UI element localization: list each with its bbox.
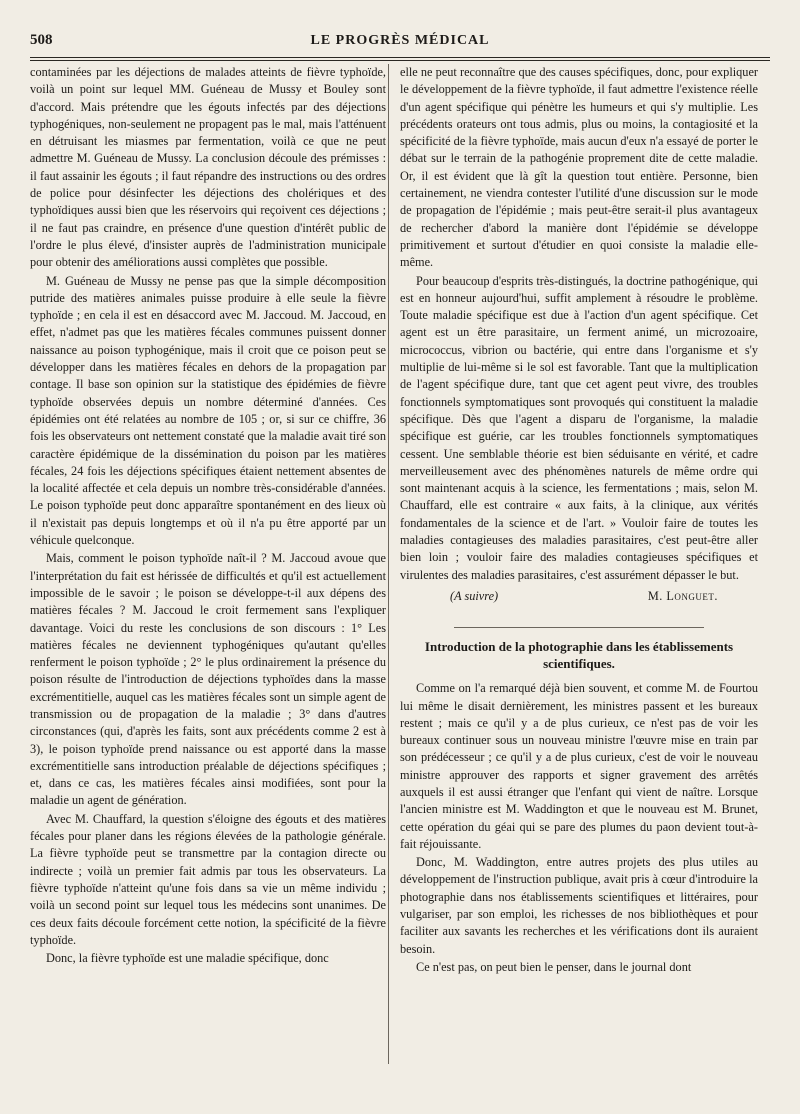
byline bbox=[400, 588, 758, 605]
left-column bbox=[30, 64, 386, 967]
paragraph: Ce n'est pas, on peut bien le penser, dans le journal dont bbox=[416, 959, 692, 974]
paragraph: Donc, M. Waddington, entre autres projets des plus utiles au développement de l'instruction publique, avait pris à cœur d'introduire la photographie dans nos établissements scientifiques et littéraires, pour vulgariser, par son emploi, les richesses de nos bibliothèques et pour faciliter aux savants les recherches et les vérifications dont ils auraient besoin. bbox=[400, 855, 758, 956]
paragraph: M. Guéneau de Mussy ne pense pas que la simple décomposition putride des matières animales puisse produire à elle seule la fièvre typhoïde ; en cela il est en désaccord avec M. Jaccoud. M. Jaccoud, en effet, n'admet pas que les matières fécales communes puissent donner naissance au poison typhogénique, mais il croit que ce poison peut se développer dans les matières fécales en dehors de la propagation par contage. Il base son opinion sur la statistique des épidémies de fièvre typhoïde observées depuis un nombre déterminé d'années. Ces épidémies ont été relatées au nombre de 105 ; or, si sur ce chiffre, 36 fois les observateurs ont nettement constaté que la maladie avait tiré son caractère épidémique de la dissémination du poison par les matières fécales, 24 fois les déjections spécifiques étaient nettement absentes de la localité affectée et cela depuis un nombre très-considérable d'années. Le poison typhoïde peut donc apparaître spontanément en des lieux où il n'existait pas depuis longtemps et où il n'a pu être apporté par un véhicule quelconque. bbox=[30, 273, 386, 548]
continued-note: (A suivre) bbox=[450, 588, 499, 603]
paragraph: elle ne peut reconnaître que des causes spécifiques, donc, pour expliquer le développement de la fièvre typhoïde, il faut admettre l'existence réelle d'un agent spécifique qui pénètre les humeurs et qui s'y multiplie. Les précédents orateurs ont tous admis, plus ou moins, la contagiosité et la spécificité de la fièvre typhoïde, mais aucun d'eux n'a essayé de porter le débat sur le terrain de la pathogénie proprement dite de cette maladie. Or, il est évident que là gît la question tout entière. Personne, bien certainement, ne viendra contester l'utilité d'une discussion sur le mode de propagation de l'épidémie ; mais peut-être serait-il plus avantageux de rechercher d'abord la manière dont l'épidémie se développe primitivement et surtout d'étudier en quoi consiste la maladie elle-même. bbox=[400, 65, 758, 270]
paragraph: Comme on l'a remarqué déjà bien souvent, et comme M. de Fourtou lui même le disait dernièrement, les ministres passent et les bureaux restent ; mais ce qu'il y a de plus curieux, ce n'est pas de voir les bureaux continuer sous un nouveau ministre l'œuvre mise en train par son prédécesseur ; ce qu'il y a de plus curieux, c'est de voir le nouveau ministre approuver des rapports et signer gravement des arrêtés auxquels il est aussi étranger que l'enfant qui vient de naître. Lorsque l'ancien ministre est M. Waddington et que le nouveau est M. Brunet, cette opération du géai qui se pare des plumes du paon devient tout-à-fait réjouissante. bbox=[400, 681, 758, 851]
paragraph: Donc, la fièvre typhoïde est une maladie spécifique, donc bbox=[46, 951, 329, 966]
paragraph: Avec M. Chauffard, la question s'éloigne des égouts et des matières fécales pour planer dans les régions élevées de la pathologie générale. La fièvre typhoïde peut se transmettre par la contagion directe ou indirecte ; voilà un premier fait admis par tous les observateurs. La fièvre typhoïde n'atteint qu'une fois dans sa vie un même individu ; voilà un second point sur lequel tous les médecins sont unanimes. De ces deux faits découle forcément cette notion, la spécificité de la fièvre typhoïde. bbox=[30, 811, 386, 947]
right-column bbox=[400, 64, 758, 976]
running-title: LE PROGRÈS MÉDICAL bbox=[310, 33, 490, 48]
paragraph: Pour beaucoup d'esprits très-distingués, la doctrine pathogénique, qui est en honneur aujourd'hui, suffit amplement à résoudre le problème. Toute maladie spécifique est due à l'action d'un agent spécifique. Cet agent est un être parasitaire, un ferment animé, un microzoaire, micrococcus, vibrion ou bactérie, qui entre dans l'organisme et s'y multiplie de lui-même si le sol est favorable. Tant que la multiplication de l'agent spécifique dure, tant que cet agent peut vivre, des troubles fonctionnels symptomatiques sont provoqués qui constituent la maladie spécifique. Dès que l'agent a disparu de l'organisme, la maladie spécifique est guérie, car les troubles fonctionnels symptomatiques cessent. Une semblable théorie est bien séduisante en vérité, et cadre merveilleusement avec des phénomènes naturels de même ordre qui sont maintenant acquis à la science, les fermentations ; mais, selon M. Chauffard, elle est contraire « aux faits, à la clinique, aux vérités fondamentales de la science et de l'art. » Vouloir faire de toutes les maladies contagieuses des maladies parasitaires, c'est peut-être aller bien loin ; vouloir faire des maladies contagieuses spécifiques et virulentes des maladies parasitaires, c'est assurément dépasser le but. bbox=[400, 273, 758, 582]
paragraph: contaminées par les déjections de malades atteints de fièvre typhoïde, voilà un point sur lequel MM. Guéneau de Mussy et Bouley sont d'accord. Mais prétendre que les égouts infectés par des déjections typhogéniques, non-seulement ne propagent pas le mal, mais l'atténuent en détruisant les miasmes par fermentation, voilà ce que ne peut admettre M. Guéneau de Mussy. La conclusion découle des prémisses : il faut assainir les égouts ; il faut répandre des instructions ou des ordres de police pour désinfecter les déjections des cholériques et des typhoïdiques aussi bien que les réservoirs qui reçoivent ces déjections ; il ne faut pas craindre, en présence d'une question d'intérêt public de l'ordre le plus élevé, d'insister auprès de l'administration municipale pour obtenir des améliorations aussi complètes que possible. bbox=[30, 65, 386, 270]
paragraph: Mais, comment le poison typhoïde naît-il ? M. Jaccoud avoue que l'interprétation du fait est hérissée de difficultés et qu'il est actuellement impossible de le savoir ; le poison se développe-t-il aux dépens des matières fécales ? M. Jaccoud le croit fermement sans l'expliquer davantage. Voici du reste les conclusions de son discours : 1° Les matières fécales ne deviennent typhogéniques qu'autant qu'elles renferment le poison typhoïde ; 2° le plus ordinairement la présence du poison résulte de l'introduction de déjections typhoïdes dans la masse excrémentitielle, auquel cas les matières fécales sont un simple agent de transmission ou de propagation de la maladie ; 3° dans d'autres circonstances (qui, d'après les faits, sont aux précédents comme 2 est à 3), le poison typhoïde prend naissance ou est apporté dans la masse excrémentitielle sans introduction préalable de déjections spécifiques ; et, dans ce cas, les matières fécales ainsi modifiées, sont pour la maladie un agent de génération. bbox=[30, 551, 386, 808]
article-separator bbox=[454, 627, 705, 628]
page-header bbox=[30, 30, 770, 56]
author-signature: M. Longuet. bbox=[647, 588, 718, 603]
page-number: 508 bbox=[30, 32, 53, 48]
article-title: Introduction de la photographie dans les établissements scientifiques. bbox=[424, 639, 734, 672]
header-rule bbox=[30, 57, 770, 61]
column-divider bbox=[388, 64, 389, 1064]
